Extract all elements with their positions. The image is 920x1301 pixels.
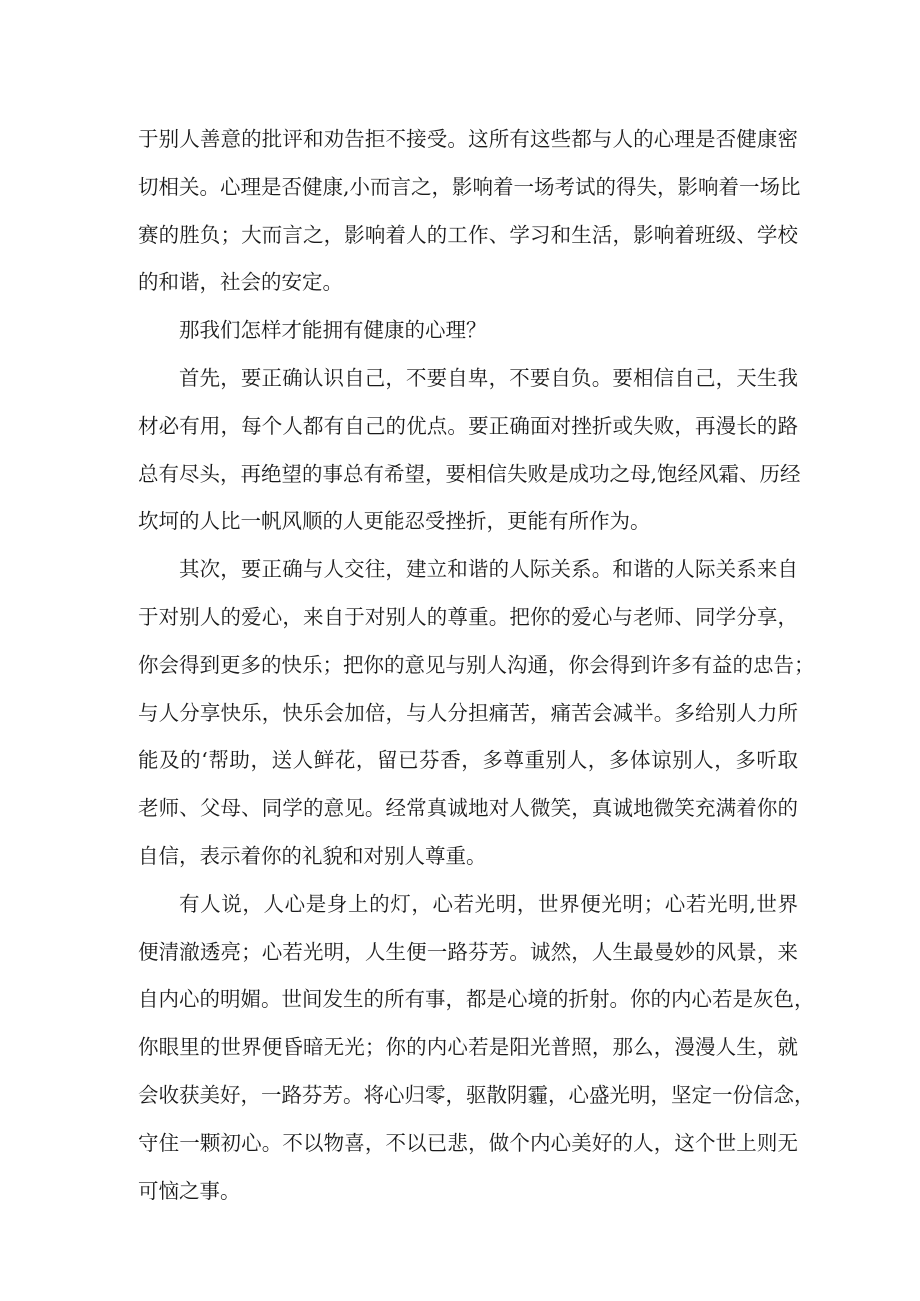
paragraph-p5	[138, 881, 815, 1216]
text-line: 于别人善意的批评和劝告拒不接受。这所有这些都与人的心理是否健康密	[138, 127, 798, 151]
paragraph-p3	[138, 355, 801, 546]
paragraph-p4	[138, 546, 815, 881]
text-line: 的和谐，社会的安定。	[138, 270, 343, 295]
paragraph-p2	[138, 307, 798, 355]
text-line: 与人分享快乐，快乐会加倍，与人分担痛苦，痛苦会减半。多给别人力所	[138, 700, 798, 725]
text-line: 会收获美好，一路芬芳。将心归零，驱散阴霾，心盛光明，坚定一份信念，	[138, 1082, 815, 1107]
text-line: 坎坷的人比一帆风顺的人更能忍受挫折，更能有所作为。	[138, 509, 651, 534]
text-line: 你会得到更多的快乐；把你的意见与别人沟通，你会得到许多有益的忠告；	[138, 652, 815, 677]
text-line: 守住一颗初心。不以物喜，不以已悲，做个内心美好的人，这个世上则无	[138, 1130, 798, 1155]
paragraph-p1	[138, 116, 801, 307]
text-line: 有人说，人心是身上的灯，心若光明，世界便光明；心若光明,世界	[179, 891, 798, 916]
text-line: 那我们怎样才能拥有健康的心理？	[179, 318, 487, 343]
text-line: 材必有用，每个人都有自己的优点。要正确面对挫折或失败，再漫长的路	[138, 413, 798, 438]
text-line: 赛的胜负；大而言之，影响着人的工作、学习和生活，影响着班级、学校	[138, 222, 798, 247]
text-line: 自内心的明媚。世间发生的所有事，都是心境的折射。你的内心若是灰色，	[138, 987, 815, 1012]
text-line: 老师、父母、同学的意见。经常真诚地对人微笑，真诚地微笑充满着你的	[138, 796, 798, 821]
text-line: 你眼里的世界便昏暗无光；你的内心若是阳光普照，那么，漫漫人生，就	[138, 1035, 798, 1060]
text-line: 首先，要正确认识自己，不要自卑，不要自负。要相信自己，天生我	[179, 365, 798, 390]
text-line: 可恼之事。	[138, 1178, 241, 1203]
text-line: 总有尽头，再绝望的事总有希望，要相信失败是成功之母,饱经风霜、历经	[138, 461, 801, 486]
text-line: 其次，要正确与人交往，建立和谐的人际关系。和谐的人际关系来自	[179, 557, 798, 582]
text-line: 切相关。心理是否健康,小而言之，影响着一场考试的得失，影响着一场比	[138, 174, 801, 199]
text-line: 于对别人的爱心，来自于对别人的尊重。把你的爱心与老师、同学分享，	[138, 604, 798, 629]
text-line: 便清澈透亮；心若光明，人生便一路芬芳。诚然，人生最曼妙的风景，来	[138, 939, 798, 964]
text-line: 能及的‘帮助，送人鲜花，留已芬香，多尊重别人，多体谅别人，多听取	[138, 748, 798, 773]
body-text	[138, 116, 815, 1215]
text-line: 自信，表示着你的礼貌和对别人尊重。	[138, 843, 487, 868]
